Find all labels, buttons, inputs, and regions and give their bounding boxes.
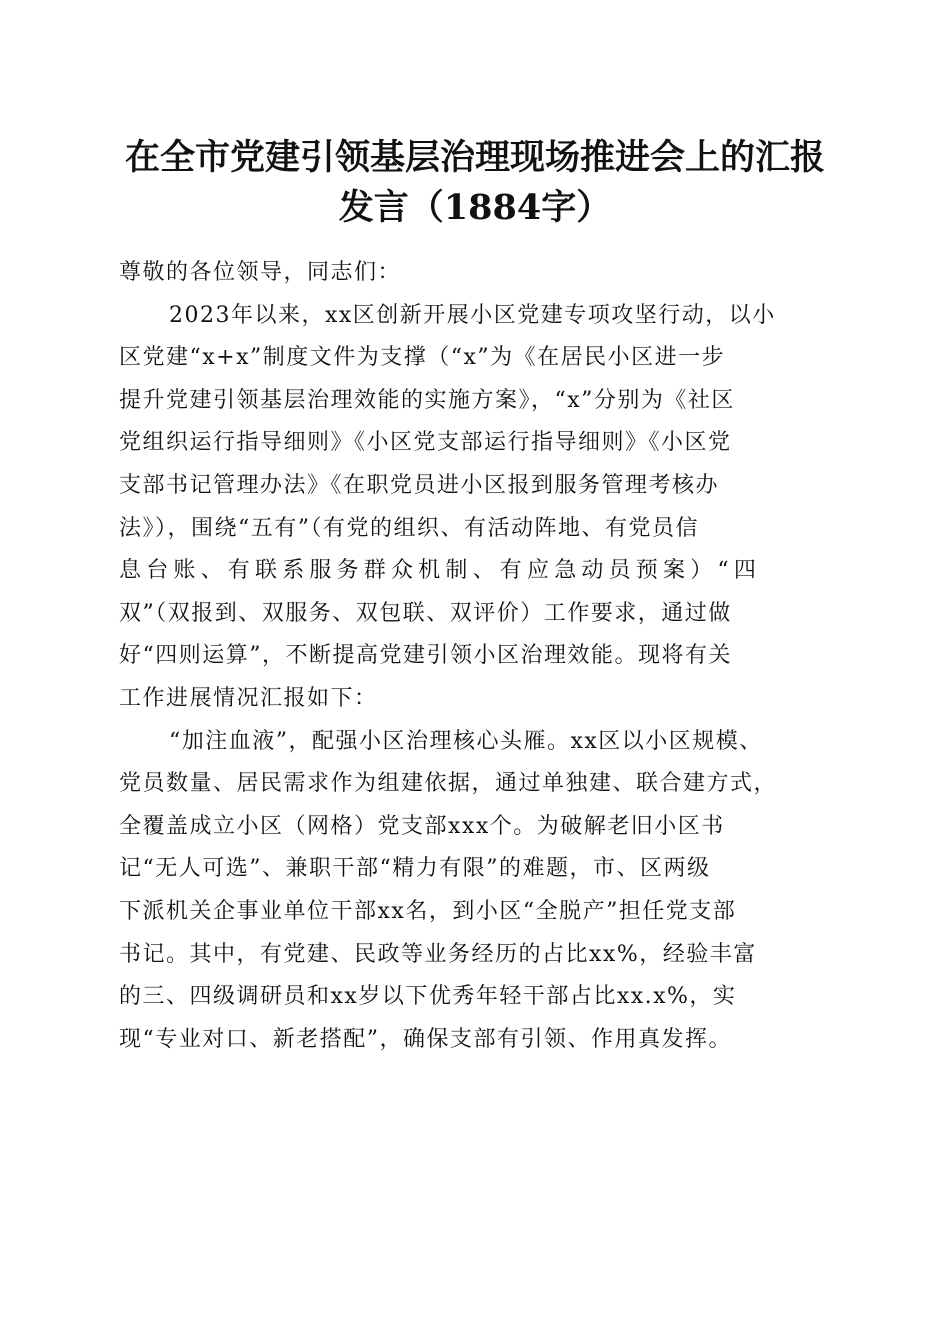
paragraph-1-line-8: 双”（双报到、双服务、双包联、双评价）工作要求，通过做 — [119, 600, 732, 626]
paragraph-1-line-1: 2023年以来，xx区创新开展小区党建专项攻坚行动，以小 — [169, 302, 776, 328]
paragraph-1-line-6: 法》），围绕“五有”（有党的组织、有活动阵地、有党员信 — [119, 515, 699, 541]
paragraph-1-line-7: 息台账、有联系服务群众机制、有应急动员预案）“四 — [119, 558, 762, 584]
title-line-2: 发言（1884字） — [338, 187, 612, 228]
paragraph-2 — [119, 721, 839, 1062]
paragraph-2-line-7: 的三、四级调研员和xx岁以下优秀年轻干部占比xx.x%，实 — [119, 984, 737, 1010]
paragraph-2-line-2: 党员数量、居民需求作为组建依据，通过单独建、联合建方式， — [119, 771, 778, 797]
salutation: 尊敬的各位领导，同志们： — [119, 260, 402, 285]
paragraph-1-line-5: 支部书记管理办法》《在职党员进小区报到服务管理考核办 — [119, 472, 720, 498]
paragraph-1-line-4: 党组织运行指导细则》《小区党支部运行指导细则》《小区党 — [119, 430, 732, 456]
paragraph-1-line-3: 提升党建引领基层治理效能的实施方案》，“x”分别为《社区 — [119, 387, 735, 413]
paragraph-2-line-1: “加注血液”，配强小区治理核心头雁。xx区以小区规模、 — [169, 728, 763, 754]
paragraph-1-line-2: 区党建“x+x”制度文件为支撑（“x”为《在居民小区进一步 — [119, 345, 726, 371]
paragraph-2-line-6: 书记。其中，有党建、民政等业务经历的占比xx%，经验丰富 — [119, 941, 757, 967]
paragraph-1 — [119, 295, 839, 721]
paragraph-2-line-8: 现“专业对口、新老搭配”，确保支部有引领、作用真发挥。 — [119, 1026, 732, 1052]
paragraph-1-line-10: 工作进展情况汇报如下： — [119, 685, 378, 711]
title-line-1: 在全市党建引领基层治理现场推进会上的汇报 — [124, 137, 825, 178]
document-body — [119, 252, 839, 1061]
paragraph-2-line-3: 全覆盖成立小区（网格）党支部xxx个。为破解老旧小区书 — [119, 813, 725, 839]
document-title — [100, 133, 850, 233]
paragraph-2-line-4: 记“无人可选”、兼职干部“精力有限”的难题，市、区两级 — [119, 856, 711, 882]
paragraph-2-line-5: 下派机关企事业单位干部xx名，到小区“全脱产”担任党支部 — [119, 898, 737, 924]
paragraph-1-line-9: 好“四则运算”，不断提高党建引领小区治理效能。现将有关 — [119, 643, 732, 669]
